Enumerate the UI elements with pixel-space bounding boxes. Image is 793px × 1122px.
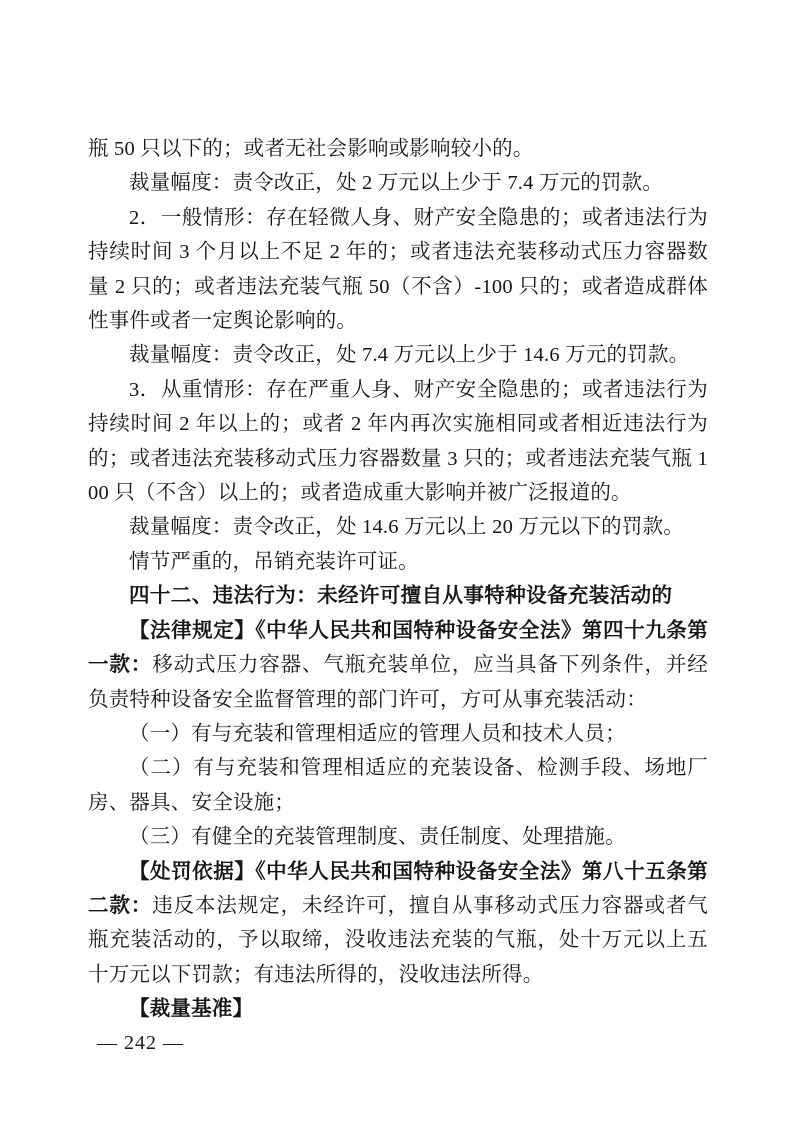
paragraph-discretion-range-aggravated: 裁量幅度：责令改正，处 14.6 万元以上 20 万元以下的罚款。 [129, 516, 684, 539]
paragraph-severe-revocation: 情节严重的，吊销充装许可证。 [129, 550, 419, 573]
legal-provision-label: 【法律规定】《中华人民共和国特种设备安全法》第四十九条第一款： [88, 619, 708, 677]
paragraph-discretion-range-general: 裁量幅度：责令改正，处 7.4 万元以上少于 14.6 万元的罚款。 [129, 344, 690, 367]
paragraph-discretion-range-minor: 裁量幅度：责令改正，处 2 万元以上少于 7.4 万元的罚款。 [129, 172, 664, 195]
penalty-basis-text: 违反本法规定，未经许可，擅自从事移动式压力容器或者气瓶充装活动的，予以取缔，没收违法充装的气瓶，处十万元以上五十万元以下罚款；有违法所得的，没收违法所得。 [88, 894, 708, 986]
paragraph-general-circumstance: 2．一般情形：存在轻微人身、财产安全隐患的；或者违法行为持续时间 3 个月以上不足 2 年的；或者违法充装移动式压力容器数量 2 只的；或者违法充装气瓶 50（不含）-100 只的；或者造成群体性事件或者一定舆论影响的。 [88, 206, 708, 333]
page-number: — 242 — [97, 1032, 184, 1054]
section-heading-item-42: 四十二、违法行为：未经许可擅自从事特种设备充装活动的 [129, 584, 673, 608]
paragraph-penalty-basis [88, 855, 708, 993]
heading-discretion-benchmark: 【裁量基准】 [129, 998, 254, 1021]
legal-provision-text: 移动式压力容器、气瓶充装单位，应当具备下列条件，并经负责特种设备安全监督管理的部门许可，方可从事充装活动： [88, 654, 708, 711]
penalty-basis-label: 【处罚依据】《中华人民共和国特种设备安全法》第八十五条第二款： [88, 860, 708, 917]
list-item-condition-1: （一）有与充装和管理相适应的管理人员和技术人员； [129, 722, 626, 745]
list-item-condition-2: （二）有与充装和管理相适应的充装设备、检测手段、场地厂房、器具、安全设施； [88, 757, 708, 814]
paragraph-legal-provision [88, 614, 708, 717]
paragraph-aggravated-circumstance: 3．从重情形：存在严重人身、财产安全隐患的；或者违法行为持续时间 2 年以上的；或者 2 年内再次实施相同或者相近违法行为的；或者违法充装移动式压力容器数量 3 只的；或者违法充装气瓶 100 只（不含）以上的；或者造成重大影响并被广泛报道的。 [88, 378, 708, 505]
document-body [88, 132, 708, 1027]
paragraph-continuation-bottle-limit: 瓶 50 只以下的；或者无社会影响或影响较小的。 [88, 138, 534, 160]
list-item-condition-3: （三）有健全的充装管理制度、责任制度、处理措施。 [129, 826, 626, 849]
